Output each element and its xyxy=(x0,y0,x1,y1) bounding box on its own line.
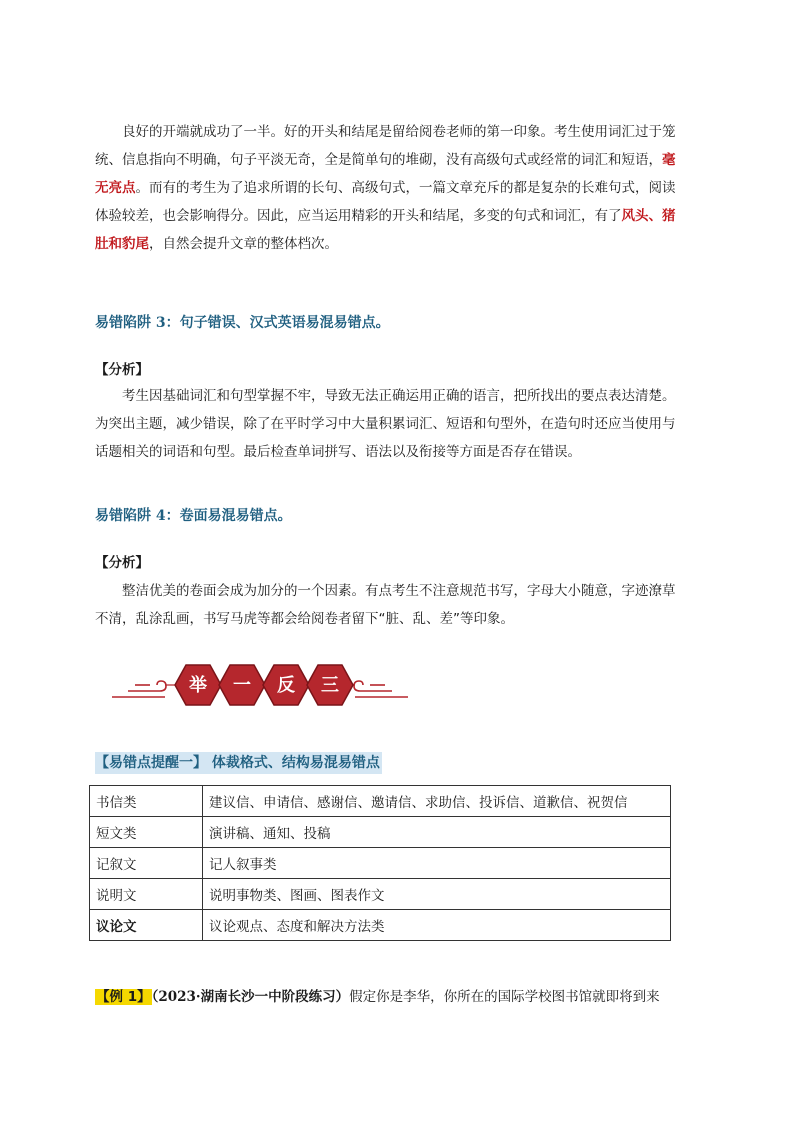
banner-char-1: 举 xyxy=(189,675,207,696)
banner-char-3: 反 xyxy=(277,675,295,696)
highlight-no-highlights: 毫无亮点 xyxy=(95,152,676,196)
table-cell-types: 演讲稿、通知、投稿 xyxy=(203,817,671,848)
example-1 xyxy=(95,985,660,1005)
table-row xyxy=(90,786,671,817)
table-row xyxy=(90,848,671,879)
table-row xyxy=(90,817,671,848)
table-cell-types: 建议信、申请信、感谢信、邀请信、求助信、投诉信、道歉信、祝贺信 xyxy=(203,786,671,817)
table-cell-genre: 议论文 xyxy=(90,910,203,941)
table-cell-genre: 书信类 xyxy=(90,786,203,817)
table-cell-genre: 短文类 xyxy=(90,817,203,848)
trap3-heading: 易错陷阱 3：句子错误、汉式英语易混易错点。 xyxy=(95,315,390,331)
example-text: 假定你是李华，你所在的国际学校图书馆就即将到来 xyxy=(349,989,660,1005)
banner-hexagon-4 xyxy=(307,665,353,705)
table-row xyxy=(90,879,671,910)
trap4-analysis-text: 整洁优美的卷面会成为加分的一个因素。有点考生不注意规范书写，字母大小随意，字迹潦草不清，乱涂乱画，书写马虎等都会给阅卷者留下“脏、乱、差”等印象。 xyxy=(95,583,676,627)
example-source: （2023·湖南长沙一中阶段练习） xyxy=(151,989,350,1005)
table-cell-genre: 说明文 xyxy=(90,879,203,910)
banner-hexagon-1 xyxy=(175,665,221,705)
trap3-analysis-text: 考生因基础词汇和句型掌握不牢，导致无法正确运用正确的语言，把所找出的要点表达清楚。为突出主题，减少错误，除了在平时学习中大量积累词汇、短语和句型外，在造句时还应当使用与话题相关的词语和句型。最后检查单词拼写、语法以及衔接等方面是否存在错误。 xyxy=(95,388,676,460)
banner-char-4: 三 xyxy=(321,675,339,696)
genre-table xyxy=(89,785,671,941)
table-cell-types: 说明事物类、图画、图表作文 xyxy=(203,879,671,910)
trap4-heading: 易错陷阱 4：卷面易混易错点。 xyxy=(95,508,292,524)
example-tag: 【例 1】 xyxy=(96,989,151,1005)
intro-text-3: ，自然会提升文章的整体档次。 xyxy=(149,236,338,252)
table-cell-types: 议论观点、态度和解决方法类 xyxy=(203,910,671,941)
banner-ju-yi-fan-san xyxy=(110,655,410,715)
intro-text-1: 良好的开端就成功了一半。好的开头和结尾是留给阅卷老师的第一印象。考生使用词汇过于笼统、信息指向不明确，句子平淡无奇，全是简单句的堆砌，没有高级句式或经常的词汇和短语， xyxy=(95,124,676,168)
banner-char-2: 一 xyxy=(233,675,251,696)
banner-left-cloud-decoration xyxy=(112,681,166,697)
tip-heading: 【易错点提醒一】 体裁格式、结构易混易错点 xyxy=(95,752,382,774)
banner-right-cloud-decoration xyxy=(354,681,408,697)
intro-paragraph xyxy=(95,118,680,258)
trap3-analysis-label: 【分析】 xyxy=(95,362,149,378)
intro-text-2: 。而有的考生为了追求所谓的长句、高级句式，一篇文章充斥的都是复杂的长难句式，阅读体验较差，也会影响得分。因此，应当运用精彩的开头和结尾，多变的句式和词汇，有了 xyxy=(95,180,676,224)
table-cell-genre: 记叙文 xyxy=(90,848,203,879)
highlight-phoenix-head: 风头、猪肚和豹尾 xyxy=(95,208,676,252)
trap4-analysis-label: 【分析】 xyxy=(95,555,149,571)
table-row xyxy=(90,910,671,941)
banner-hexagon-2 xyxy=(219,665,265,705)
table-cell-types: 记人叙事类 xyxy=(203,848,671,879)
banner-hexagon-3 xyxy=(263,665,309,705)
